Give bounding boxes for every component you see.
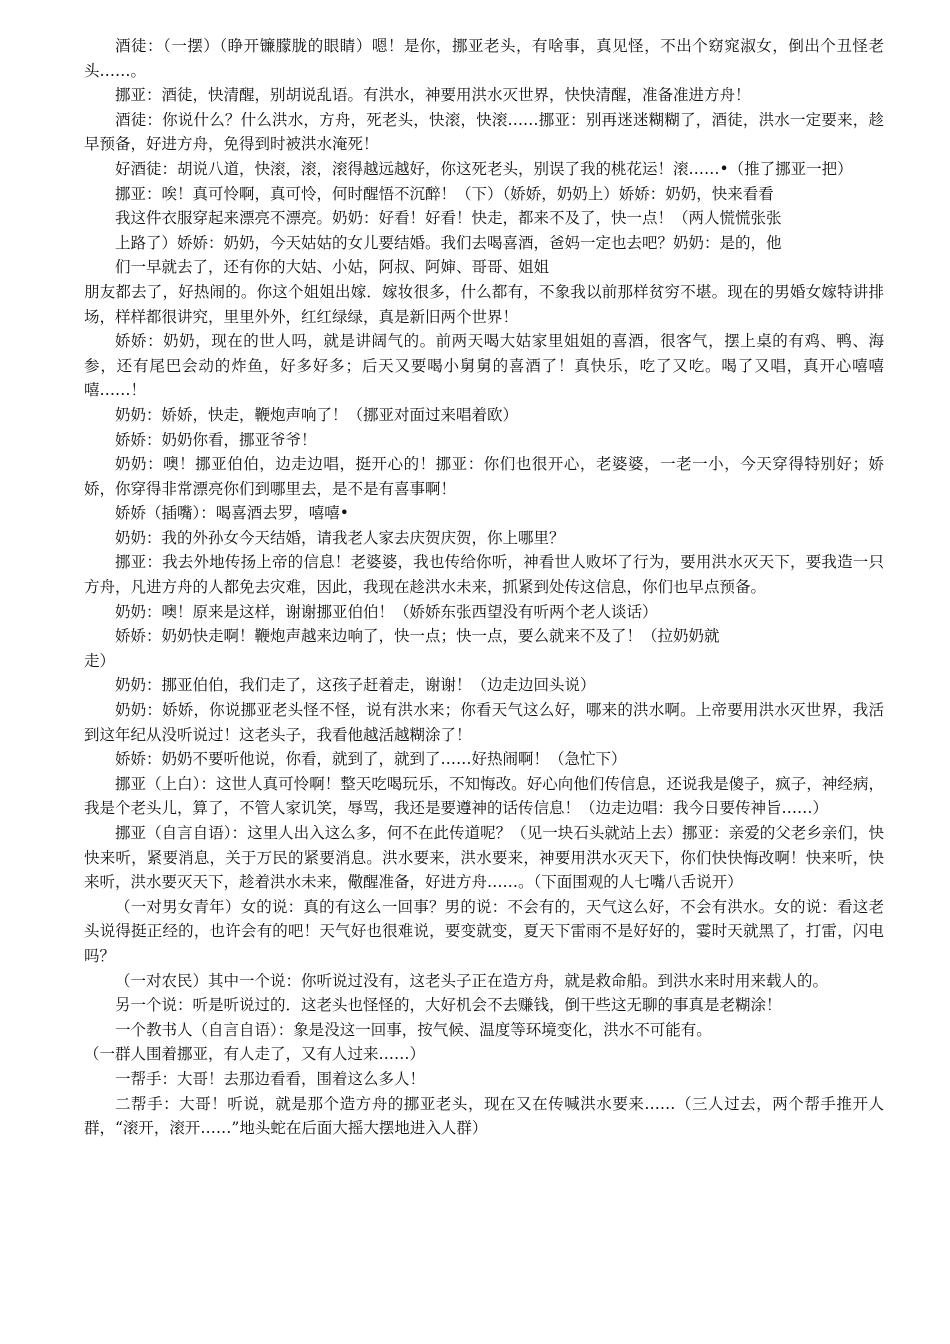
paragraph: 挪亚（上白）：这世人真可怜啊！整天吃喝玩乐，不知悔改。好心向他们传信息，还说我是傻子，疯子，神经病，我是个老头儿，算了，不管人家讥笑，辱骂，我还是要遵神的话传信息！（边走边唱：我今日要传神旨……）: [84, 774, 884, 818]
paragraph: （一对男女青年）女的说：真的有这么一回事？男的说：不会有的，天气这么好，不会有洪水。女的说：看这老头说得挺正经的，也许会有的吧！天气好也很难说，要变就变，夏天下雷雨不是好好的，霎时天就黑了，打雷，闪电吗？: [84, 897, 884, 965]
paragraph: 娇娇：奶奶，现在的世人吗，就是讲阔气的。前两天喝大姑家里姐姐的喜酒，很客气，摆上桌的有鸡、鸭、海参，还有尾巴会动的炸鱼，好多好多；后天又要喝小舅舅的喜酒了！真快乐，吃了又吃。喝了又唱，真开心嘻嘻嘻……！: [84, 332, 884, 400]
paragraph: 们一早就去了，还有你的大姑、小姑，阿叔、阿婶、哥哥、姐姐: [115, 258, 550, 277]
paragraph: 娇娇：奶奶快走啊！鞭炮声越来边响了，快一点；快一点，要么就来不及了！（拉奶奶就: [115, 627, 720, 646]
paragraph: 奶奶：娇娇，快走，鞭炮声响了！（挪亚对面过来唱着欧）: [115, 405, 519, 424]
paragraph: 挪亚：我去外地传扬上帝的信息！老婆婆，我也传给你听，神看世人败坏了行为，要用洪水灭天下，要我造一只方舟，凡进方舟的人都免去灾难，因此，我现在趁洪水未来，抓紧到处传这信息，你们也早点预备。: [84, 553, 884, 597]
document-page: [84, 34, 884, 1141]
paragraph: 奶奶：挪亚伯伯，我们走了，这孩子赶着走，谢谢！（边走边回头说）: [115, 676, 596, 695]
paragraph: 挪亚：酒徒，快清醒，别胡说乱语。有洪水，神要用洪水灭世界，快快清醒，准备准进方舟！: [115, 86, 751, 105]
paragraph: 好酒徒：胡说八道，快滚，滚，滚得越远越好，你这死老头，别误了我的桃花运！滚……•（推了挪亚一把）: [115, 159, 853, 178]
paragraph: 奶奶：我的外孙女今天结婚，请我老人家去庆贺庆贺，你上哪里？: [115, 528, 565, 547]
paragraph: 二帮手：大哥！听说，就是那个造方舟的挪亚老头，现在又在传喊洪水要来……（三人过去，两个帮手推开人群，“滚开，滚开……”地头蛇在后面大摇大摆地进入人群）: [84, 1094, 884, 1138]
paragraph: 酒徒：（一摆）（睁开镰朦胧的眼睛）嗯！是你，挪亚老头，有啥事，真见怪，不出个窈窕淑女，倒出个丑怪老头……。: [84, 37, 884, 80]
paragraph: 挪亚（自言自语）：这里人出入这么多，何不在此传道呢？（见一块石头就站上去）挪亚：亲爱的父老乡亲们，快快来听，紧要消息，关于万民的紧要消息。洪水要来，洪水要来，神要用洪水灭天下，你们快快悔改啊！快来听，快来听，洪水要灭天下，趁着洪水未来，儆醒准备，好进方舟……。（下面围观的人七嘴八舌说开）: [84, 824, 884, 892]
paragraph: 奶奶：噢！原来是这样，谢谢挪亚伯伯！（娇娇东张西望没有听两个老人谈话）: [115, 602, 658, 621]
paragraph: 酒徒：你说什么？什么洪水，方舟，死老头，快滚，快滚……挪亚：别再迷迷糊糊了，酒徒，洪水一定要来，趁早预备，好进方舟，免得到时被洪水淹死！: [84, 110, 884, 154]
paragraph: 朋友都去了，好热闹的。你这个姐姐出嫁．嫁妆很多，什么都有，不象我以前那样贫穷不堪。现在的男婚女嫁特讲排场，样样都很讲究，里里外外，红红绿绿，真是新旧两个世界！: [84, 282, 884, 326]
paragraph: 奶奶：噢！挪亚伯伯，边走边唱，挺开心的！挪亚：你们也很开心，老婆婆，一老一小，今天穿得特别好；娇娇，你穿得非常漂亮你们到哪里去，是不是有喜事啊！: [84, 455, 884, 498]
paragraph: 一帮手：大哥！去那边看看，围着这么多人！: [115, 1069, 426, 1088]
paragraph: 另一个说：听是听说过的．这老头也怪怪的，大好机会不去赚钱，倒干些这无聊的事真是老糊涂！: [115, 996, 782, 1015]
paragraph: 走）: [84, 651, 116, 670]
paragraph: 娇娇（插嘴）：喝喜酒去罗，嘻嘻•: [115, 504, 349, 523]
paragraph: 上路了）娇娇：奶奶，今天姑姑的女儿要结婚。我们去喝喜酒，爸妈一定也去吧？奶奶：是的，他: [115, 233, 782, 252]
paragraph: 一个教书人（自言自语）：象是没这一回事，按气候、温度等环境变化，洪水不可能有。: [115, 1020, 712, 1039]
paragraph: 挪亚：唉！真可怜啊，真可怜，何时醒悟不沉醉！（下）（娇娇，奶奶上）娇娇：奶奶，快来看看: [115, 184, 774, 203]
paragraph: 娇娇：奶奶不要听他说，你看，就到了，就到了……好热闹啊！（急忙下）: [115, 750, 627, 769]
paragraph: 奶奶：娇娇，你说挪亚老头怪不怪，说有洪水来；你看天气这么好，哪来的洪水啊。上帝要用洪水灭世界，我活到这年纪从没听说过！这老头子，我看他越活越糊涂了！: [84, 701, 884, 744]
paragraph: （一群人围着挪亚，有人走了，又有人过来……）: [84, 1045, 426, 1064]
paragraph: 我这件衣服穿起来漂亮不漂亮。奶奶：好看！好看！快走，都来不及了，快一点！（两人慌慌张张: [115, 209, 782, 228]
paragraph: 娇娇：奶奶你看，挪亚爷爷！: [115, 430, 317, 449]
paragraph: （一对农民）其中一个说：你听说过没有，这老头子正在造方舟，就是救命船。到洪水来时用来载人的。: [115, 971, 829, 990]
